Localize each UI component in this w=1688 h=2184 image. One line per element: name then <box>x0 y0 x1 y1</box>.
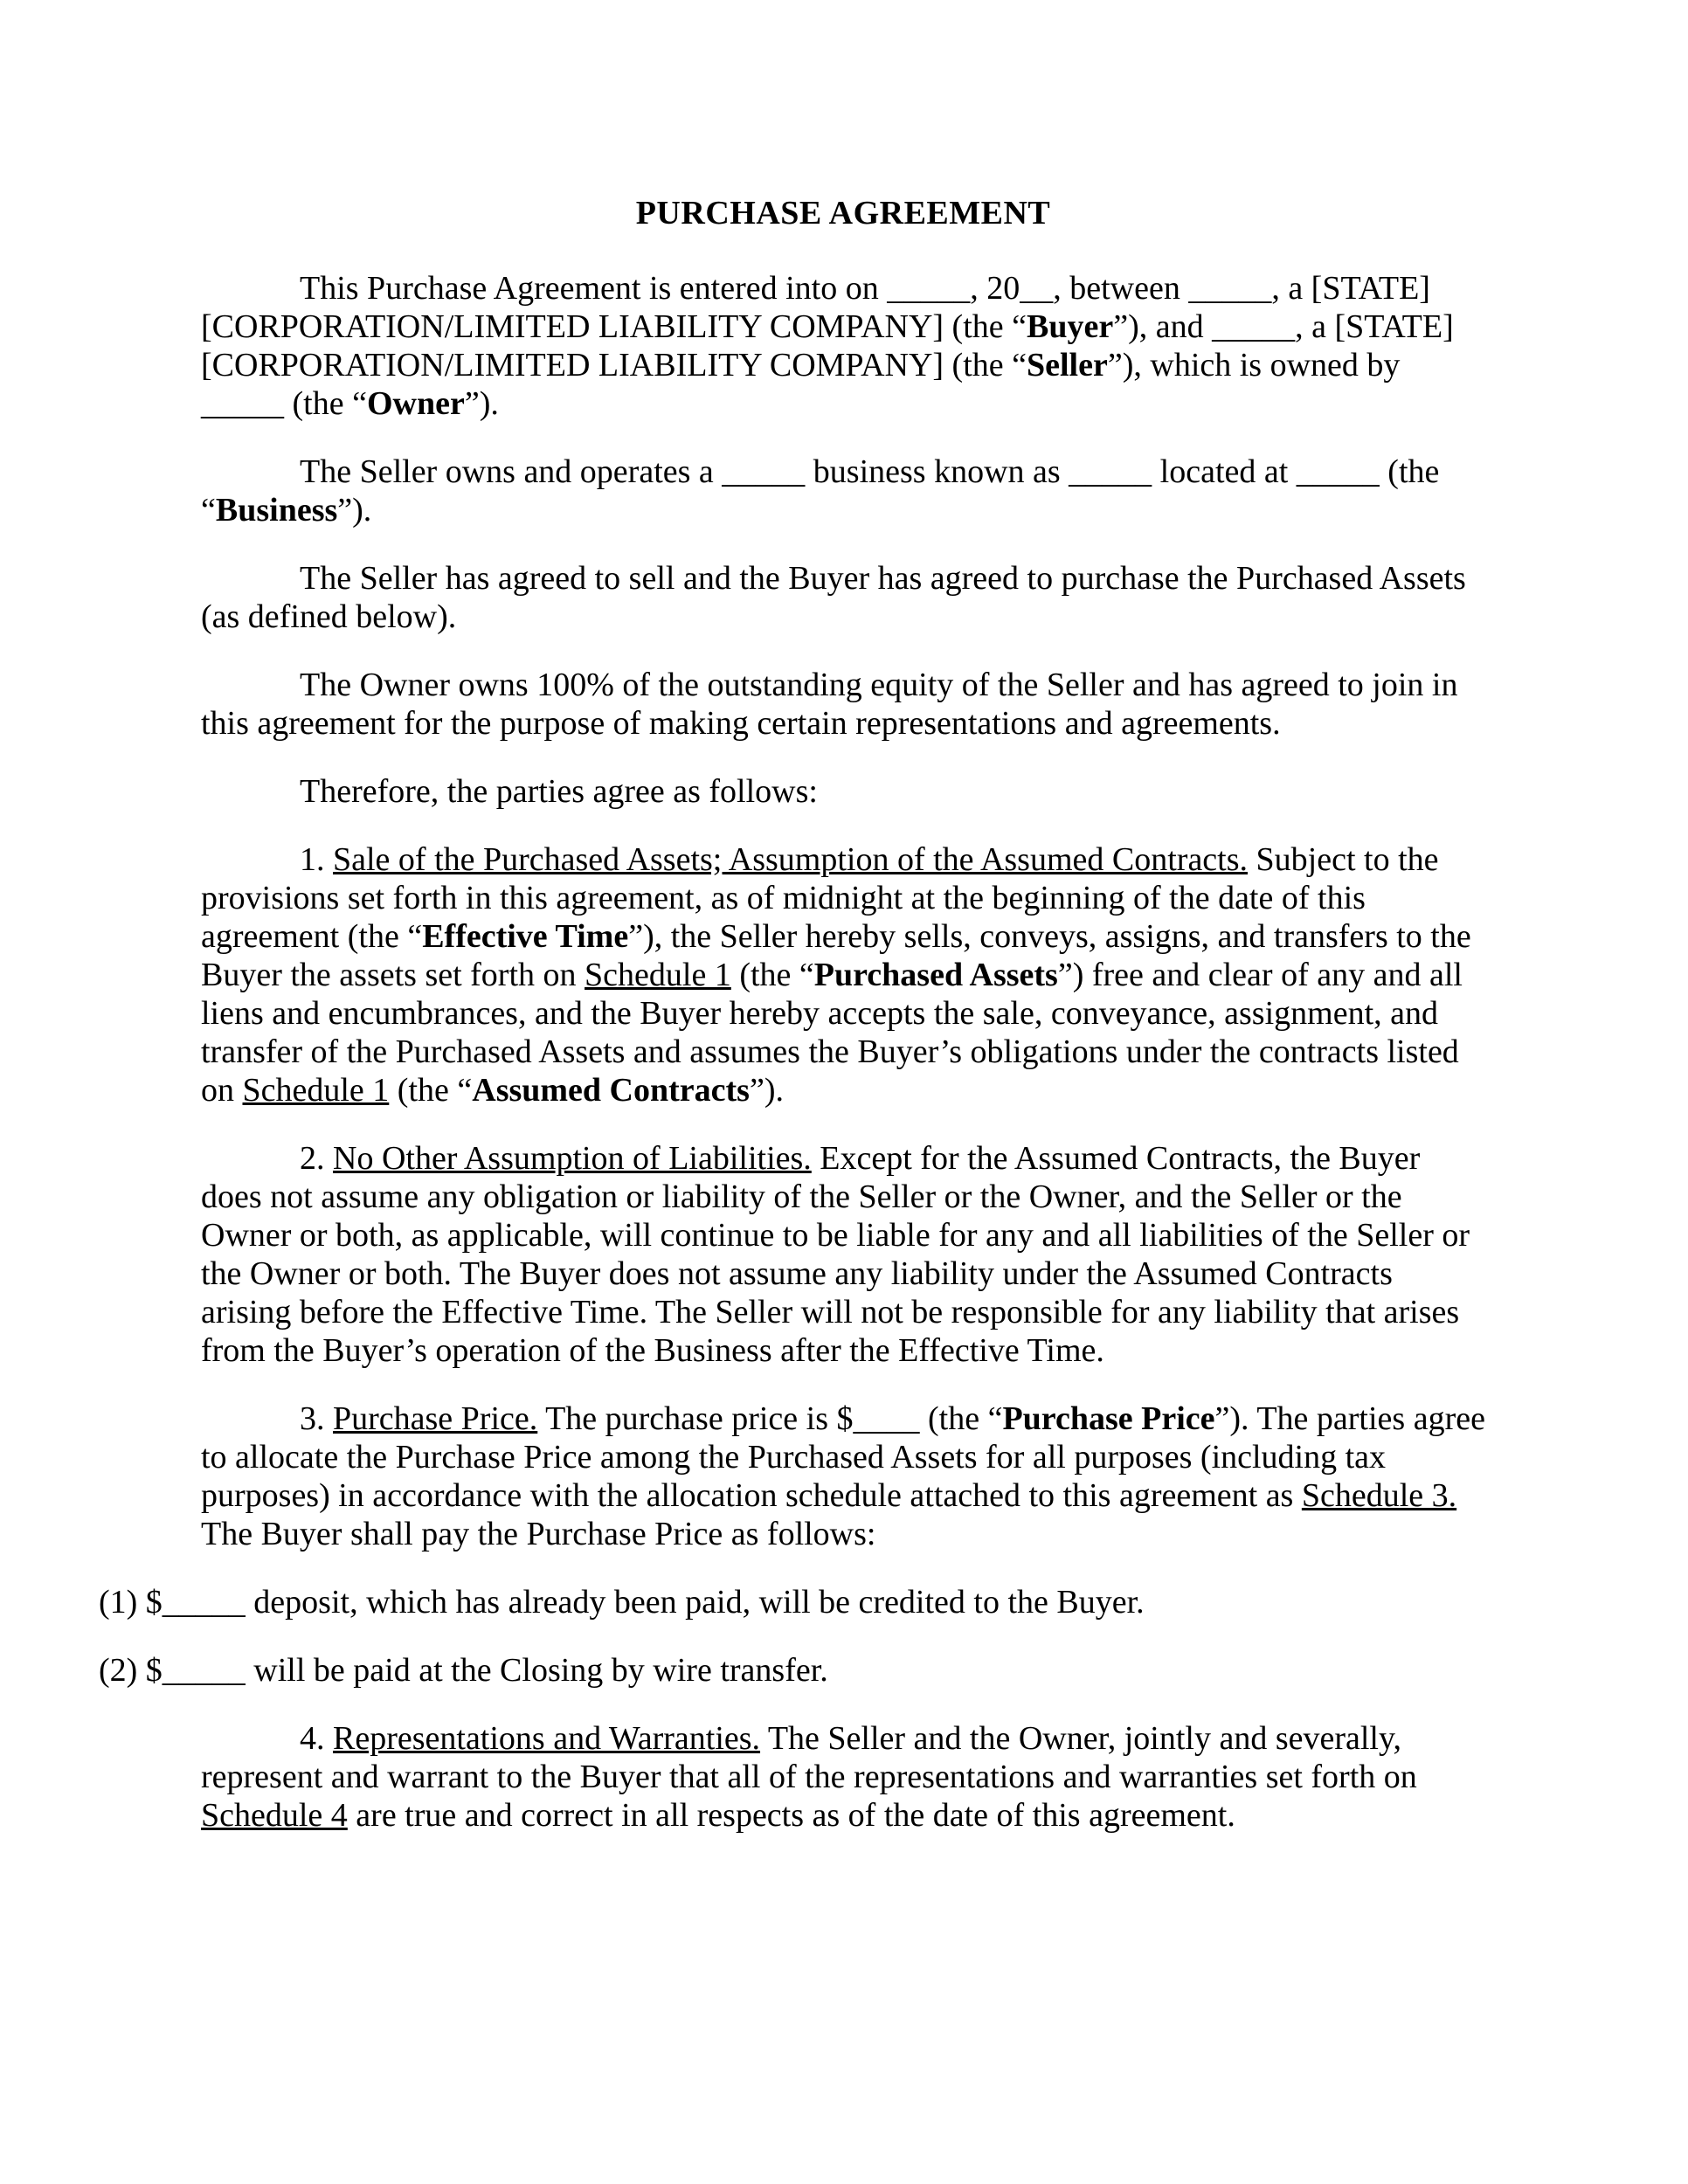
text-run: (the “ <box>730 957 814 993</box>
text-run: The Seller and the Owner, jointly and severally, represent and warrant to the Buyer that all of the representations and warranties set forth on <box>201 1720 1417 1795</box>
term-business: Business <box>215 492 338 529</box>
paragraph-lead-in <box>201 772 1485 811</box>
section-3-heading: Purchase Price. <box>333 1400 538 1437</box>
term-purchased-assets: Purchased Assets <box>813 957 1058 993</box>
text-run: 3. <box>300 1400 333 1437</box>
schedule-3-ref: Schedule 3. <box>1301 1477 1457 1514</box>
text-run: Therefore, the parties agree as follows: <box>300 773 818 810</box>
text-run: ”) free and clear of any and all liens and encumbrances, and the Buyer hereby accepts the sale, conveyance, assignment, and transfer of the Purchased Assets and assumes the Buyer’s obligations under the contracts listed on <box>201 957 1463 1109</box>
text-run: (the “ <box>389 1072 473 1109</box>
schedule-1-ref: Schedule 1 <box>585 957 731 993</box>
section-2-heading: No Other Assumption of Liabilities. <box>333 1140 812 1177</box>
text-run: The Seller has agreed to sell and the Buyer has agreed to purchase the Purchased Assets (as defined below). <box>201 560 1466 635</box>
paragraph-sale-recital <box>201 559 1485 636</box>
section-4-heading: Representations and Warranties. <box>333 1720 761 1757</box>
text-run: 2. <box>300 1140 333 1177</box>
section-1-heading: Sale of the Purchased Assets; Assumption of the Assumed Contracts. <box>333 841 1249 878</box>
text-run: The purchase price is $____ (the “ <box>537 1400 1003 1437</box>
text-run: ”). <box>749 1072 784 1109</box>
text-run: are true and correct in all respects as of the date of this agreement. <box>347 1797 1235 1834</box>
text-run: ”). <box>337 492 372 529</box>
text-run: Except for the Assumed Contracts, the Buyer does not assume any obligation or liability of the Seller or the Owner, and the Seller or the Owner or both, as applicable, will continue to be liable for any and all liabilities of the Seller or the Owner or both. The Buyer does not assume any liability under the Assumed Contracts arising before the Effective Time. The Seller will not be responsible for any liability that arises from the Buyer’s operation of the Business after the Effective Time. <box>201 1140 1470 1369</box>
paragraph-business-recital <box>201 453 1485 529</box>
term-effective-time: Effective Time <box>422 918 629 955</box>
text-run: (1) $_____ deposit, which has already been paid, will be credited to the Buyer. <box>99 1584 1145 1621</box>
term-buyer: Buyer <box>1027 308 1114 345</box>
paragraph-payment-item-1 <box>99 1583 1485 1621</box>
document-body <box>99 269 1485 1835</box>
term-seller: Seller <box>1027 347 1108 384</box>
text-run: 4. <box>300 1720 333 1757</box>
paragraph-section-3 <box>201 1400 1485 1553</box>
text-run: ”), and _____, a [STATE] [CORPORATION/LIMITED LIABILITY COMPANY] (the “ <box>201 308 1454 384</box>
text-run: ”). <box>464 385 499 422</box>
text-run: Subject to the provisions set forth in this agreement, as of midnight at the beginning of the date of this agreement (the “ <box>201 841 1439 955</box>
term-owner: Owner <box>366 385 465 422</box>
document-title: PURCHASE AGREEMENT <box>635 195 1051 232</box>
paragraph-payment-item-2 <box>99 1651 1485 1690</box>
paragraph-preamble <box>201 269 1485 423</box>
text-run: 1. <box>300 841 333 878</box>
schedule-4-ref: Schedule 4 <box>201 1797 348 1834</box>
text-run: ”), which is owned by _____ (the “ <box>201 347 1401 422</box>
text-run: ”), the Seller hereby sells, conveys, assigns, and transfers to the Buyer the assets set forth on <box>201 918 1471 993</box>
term-assumed-contracts: Assumed Contracts <box>472 1072 750 1109</box>
text-run: The Buyer shall pay the Purchase Price as follows: <box>201 1516 876 1552</box>
paragraph-section-1 <box>201 840 1485 1109</box>
text-run: The Owner owns 100% of the outstanding equity of the Seller and has agreed to join in this agreement for the purpose of making certain representations and agreements. <box>201 667 1458 742</box>
schedule-1-ref: Schedule 1 <box>242 1072 390 1109</box>
text-run: The Seller owns and operates a _____ business known as _____ located at _____ (the “ <box>201 453 1440 529</box>
text-run: ”). The parties agree to allocate the Purchase Price among the Purchased Assets for all purposes (including tax purposes) in accordance with the allocation schedule attached to this agreement as <box>201 1400 1485 1514</box>
term-purchase-price: Purchase Price <box>1002 1400 1215 1437</box>
text-run: (2) $_____ will be paid at the Closing by wire transfer. <box>99 1652 828 1689</box>
text-run: This Purchase Agreement is entered into on _____, 20__, between _____, a [STATE] [CORPORATION/LIMITED LIABILITY COMPANY] (the “ <box>201 270 1430 345</box>
paragraph-owner-recital <box>201 666 1485 743</box>
paragraph-section-2 <box>201 1139 1485 1370</box>
paragraph-section-4 <box>201 1719 1485 1835</box>
